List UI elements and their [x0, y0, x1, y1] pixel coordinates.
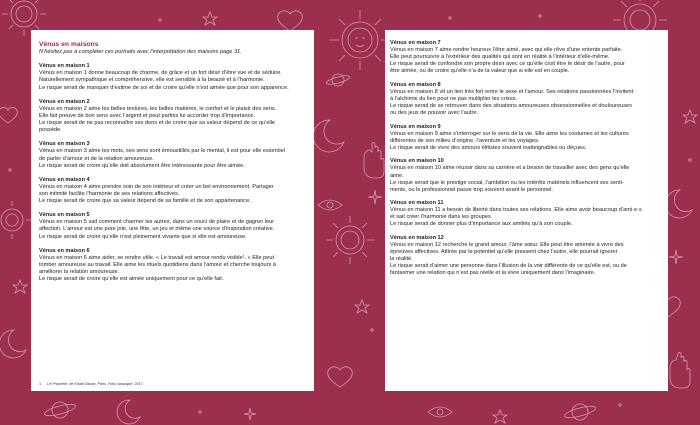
paragraph-line: tomber amoureuse au travail. Elle aime les rituels quotidiens dans l’amour et cherche toujours à [39, 261, 276, 268]
paragraph-line: Le risque serait de croire qu’elle doit absolument être intéressante pour être aimée. [39, 162, 245, 169]
star-icon [13, 280, 27, 293]
paragraph-line: Le risque serait de se retrouver dans des situations amoureuses obsessionnelles et douloureuses [390, 102, 632, 109]
intro-note: N’hésitez pas à compléter ces portraits avec l’interprétation des maisons page 31. [39, 49, 242, 56]
paragraph-line: de parler d’amour et de la relation amoureuse. [39, 155, 154, 162]
paragraph-line: Naturellement sympathique et compréhensive, elle est sensible à la beauté et à l’harmonie. [39, 77, 265, 84]
sun-icon [326, 216, 374, 264]
paragraph-line: Vénus en maison 8 vit un lien très fort entre le sexe et l’amour. Ses relations passionnées l’invitent [390, 88, 634, 95]
section-title: Vénus en maison 4 [39, 176, 90, 183]
crescent-moon-icon [0, 330, 26, 358]
paragraph-line: affection. L’amour est une pure joie, une fête, un jeu et même une source d’inspiration créative. [39, 226, 275, 233]
paragraph-line: Vénus en maison 1 donne beaucoup de charme, de grâce et un fort désir d’être vue et de séduire. [39, 70, 282, 77]
planet-icon [564, 404, 597, 420]
dot-icon [449, 17, 451, 19]
star-icon [493, 410, 507, 423]
paragraph-line: Le risque serait de vivre des amours élitistes souvent inatteignables ou déçues. [390, 144, 587, 151]
section-title: Vénus en maison 9 [390, 123, 441, 130]
right-page [385, 30, 668, 391]
planet-icon [44, 402, 77, 418]
paragraph-line: Vénus en maison 5 sait comment charmer les autres, dans un souci de plaire et de gagner leur [39, 219, 275, 226]
section-venus-house-6 [39, 248, 308, 283]
paragraph-line: Vénus en maison 7 aime rendre heureux l’être aimé, avec qui elle rêve d’une entente parfaite. [390, 47, 623, 54]
dot-icon [619, 404, 621, 406]
heart-icon [0, 107, 17, 123]
crescent-moon-icon [665, 190, 692, 218]
paragraph-line: Le risque serait de manquer d’estime de soi et de croire qu’elle n’est aimée que pour son apparence. [39, 84, 289, 91]
dot-icon [199, 411, 201, 413]
section-venus-house-9 [390, 124, 662, 152]
paragraph-line: Vénus en maison 9 aime s’interroger sur le sens de la vie. Elle aime les coutumes et les cultures [390, 130, 629, 137]
paragraph-line: Vénus en maison 4 aime prendre soin de son intérieur et créer un bel environnement. Partager [39, 183, 274, 190]
dot-icon [159, 19, 161, 21]
paragraph-line: être aimée, ou de croire qu’elle n’a de la valeur que si elle est en couple. [390, 68, 570, 75]
paragraph-line: différentes de son milieu d’origine, l’aventure et les voyages. [390, 137, 540, 144]
paragraph-line: son intimité facilite l’harmonie de ses relations affectives. [39, 190, 180, 197]
section-venus-house-5 [39, 212, 308, 240]
paragraph-line: fantasmer une relation qui n’est pas réelle et la vivre uniquement dans l’imaginaire. [390, 270, 596, 277]
section-venus-house-12 [390, 235, 662, 277]
paragraph-line: Le risque serait de donner plus d’importance aux amitiés qu’à son couple. [390, 221, 573, 228]
footnote-number: 1. [39, 381, 43, 386]
star-icon [683, 110, 697, 123]
dot-icon [371, 329, 373, 331]
star-icon [203, 12, 217, 25]
sparkle-icon [244, 408, 256, 420]
dot-icon [539, 15, 541, 17]
section-venus-house-7 [390, 40, 662, 75]
section-venus-house-4 [39, 177, 308, 205]
footnote [39, 382, 144, 387]
paragraph-line: Vénus en maison 10 aime réussir dans sa carrière et a besoin de travailler avec des gens qu’elle [390, 165, 630, 172]
hand-icon [670, 353, 690, 389]
section-venus-house-1 [39, 63, 308, 91]
sparkle-icon [368, 190, 382, 204]
paragraph-line: Vénus en maison 6 aime aider, se rendre utile. « Le travail est amour rendu visible¹. » Elle peut [39, 254, 275, 261]
crescent-moon-icon [313, 120, 344, 152]
section-venus-house-11 [390, 200, 662, 228]
section-title: Vénus en maison 5 [39, 212, 90, 219]
paragraph-line: Le risque serait de croire que sa valeur dépend de sa famille et de son appartenance. [39, 198, 251, 205]
planet-icon [326, 74, 351, 86]
paragraph-line: Le risque serait de croire qu’elle n’est pleinement vivante que si elle est amoureuse. [39, 233, 247, 240]
section-title: Vénus en maison 7 [390, 40, 441, 46]
paragraph-line: Vénus en maison 11 a besoin de liberté dans toutes ses relations. Elle aime avoir beaucoup d’ami·e·s [390, 207, 642, 214]
sparkle-icon [669, 250, 683, 264]
paragraph-line: aime. [390, 172, 404, 179]
section-title: Vénus en maison 12 [390, 235, 444, 242]
paragraph-line: améliorer la relation amoureuse. [39, 269, 120, 275]
section-venus-house-10 [390, 158, 662, 193]
paragraph-line: à l’alchimie du lien pour ne pas multiplier les crises. [390, 95, 518, 102]
paragraph-line: Le risque serait de ne pas reconnaître ses dons et de croire que sa valeur dépend de ce qu’elle [39, 120, 276, 127]
heart-icon [278, 11, 303, 31]
paragraph-line: épreuves affectives. Attirée par le potentiel qu’elle pressent chez l’autre, elle pourrait ignorer [390, 249, 618, 256]
paragraph-line: Le risque serait de croire qu’elle est aimée uniquement pour ce qu’elle fait. [39, 276, 224, 283]
left-page [31, 30, 314, 391]
footnote-text: Le Prophète, de Khalil Gibran, Paris, Folio classique, 2017. [47, 381, 144, 386]
section-venus-house-8 [390, 82, 662, 117]
paragraph-line: possède. [39, 127, 62, 134]
section-title: Vénus en maison 1 [39, 63, 90, 70]
section-title: Vénus en maison 3 [39, 141, 90, 148]
dot-icon [689, 159, 691, 161]
section-venus-house-2 [39, 99, 308, 134]
paragraph-line: Vénus en maison 12 recherche le grand amour, l’âme sœur. Elle peut être amenée à vivre des [390, 242, 624, 249]
sun-face-icon [330, 10, 390, 70]
paragraph-line: Elle fait preuve de bon sens avec l’argent et peut parfois lui accorder trop d’importance. [39, 112, 256, 119]
paragraph-line: Vénus en maison 3 aime les mots, ses sens sont émoustillés par le mental, il est pour elle essentiel [39, 148, 285, 155]
crescent-moon-icon [117, 400, 140, 424]
paragraph-line: Elle peut poursuivre à l’extérieur des qualités qui sont en réalité à l’intérieur d’elle-même. [390, 54, 610, 61]
section-venus-house-3 [39, 141, 308, 169]
eye-icon [428, 407, 452, 417]
paragraph-line: Vénus en maison 2 aime les belles textures, les belles matières, le confort et le plaisir des sens. [39, 105, 277, 112]
dot-icon [9, 169, 11, 171]
paragraph-line: et sait créer l’harmonie dans les groupes. [390, 214, 493, 221]
paragraph-line: ou des jeux de pouvoir avec l’autre. [390, 110, 479, 117]
section-title: Vénus en maison 6 [39, 247, 90, 254]
star-icon [355, 300, 369, 313]
paragraph-line: ments, ou le professionnel passe trop souvent avant le personnel. [390, 186, 553, 193]
paragraph-line: Le risque serait que le prestige social, l’ambition ou les intérêts matériels influencent ses senti- [390, 179, 624, 186]
hand-icon [364, 143, 384, 179]
paragraph-line: Le risque serait d’aimer une personne dans l’illusion de la voir différente de ce qu’elle est, ou de [390, 263, 627, 270]
page-title: Vénus en maisons [39, 41, 99, 48]
section-title: Vénus en maison 11 [390, 200, 444, 207]
section-title: Vénus en maison 8 [390, 81, 441, 88]
sun-icon [0, 201, 31, 239]
heart-icon [328, 367, 353, 387]
paragraph-line: la réalité. [390, 256, 413, 263]
section-title: Vénus en maison 10 [390, 158, 444, 165]
section-title: Vénus en maison 2 [39, 98, 90, 105]
paragraph-line: Le risque serait de confondre son propre désir avec ce qu’elle croit être le désir de l’autre, pour [390, 61, 625, 68]
eye-icon [318, 200, 342, 210]
